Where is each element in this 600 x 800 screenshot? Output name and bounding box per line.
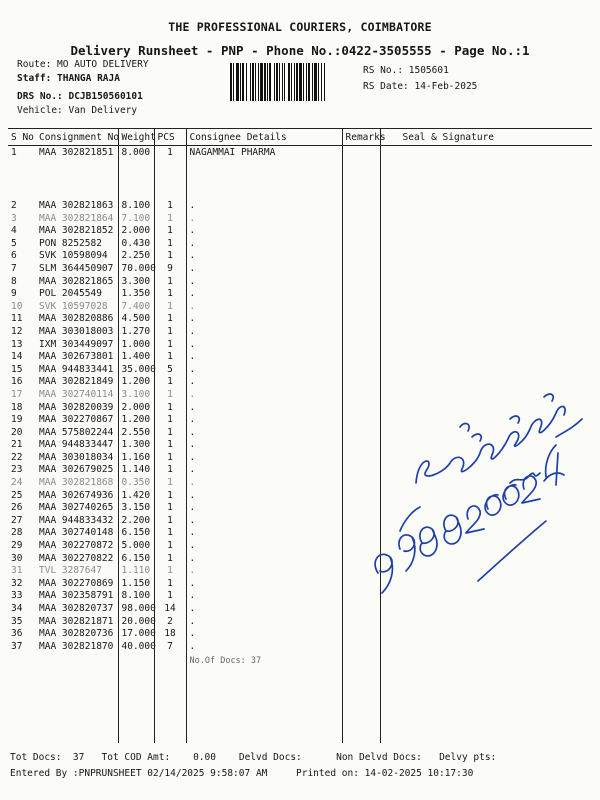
col-sno: S No [8,129,36,146]
cell-consignee: . [186,339,342,352]
cell-consignee: . [186,590,342,603]
delvy-pts: Delvy pts: [439,752,497,763]
cell-weight: 7.400 [118,301,154,314]
cell-consignment-no: MAA 302821852 [36,225,118,238]
cell-sno: 6 [11,250,17,262]
cell-consignee: . [186,603,342,616]
cell-pcs: 1 [154,452,186,465]
cell-consignment-no: MAA 302821863 [36,200,118,213]
cell-seal [380,263,592,276]
cell-pcs: 1 [154,225,186,238]
vehicle: Vehicle: Van Delivery [17,105,138,116]
cell-remarks [342,250,380,263]
cell-remarks [342,225,380,238]
cell-weight: 2.200 [118,515,154,528]
cell-consignment-no: MAA 302270822 [36,553,118,566]
cell-sno: 28 [11,527,23,539]
totals-line [10,752,496,763]
col-remarks: Remarks [342,129,380,146]
cell-sno: 16 [11,376,23,388]
printed-on: Printed on: 14-02-2025 10:17:30 [296,768,474,779]
cell-weight: 2.250 [118,250,154,263]
cell-weight: 1.110 [118,565,154,578]
cell-weight: 17.000 [118,628,154,641]
cell-sno: 29 [11,540,23,552]
cell-seal [380,238,592,251]
cell-consignee: . [186,402,342,415]
cell-empty [118,653,154,743]
cell-sno: 24 [11,477,23,489]
cell-sno: 1 [11,147,17,158]
drs-number: DRS No.: DCJB150560101 [17,91,143,102]
cell-consignee: . [186,452,342,465]
cell-weight: 1.420 [118,490,154,503]
cell-consignee: . [186,540,342,553]
cell-remarks [342,213,380,226]
cell-seal [380,146,592,201]
table-row [8,288,592,301]
cell-consignment-no: MAA 302820737 [36,603,118,616]
cell-sno: 12 [11,325,23,337]
cell-remarks [342,238,380,251]
cell-pcs: 14 [154,603,186,616]
cell-pcs: 1 [154,313,186,326]
cell-consignee: . [186,565,342,578]
cell-consignee: . [186,427,342,440]
cell-consignment-no: MAA 944833441 [36,364,118,377]
cell-empty [380,653,592,743]
cell-consignment-no: MAA 302821871 [36,616,118,629]
cell-consignment-no: MAA 302821870 [36,641,118,654]
cell-remarks [342,313,380,326]
cell-consignee: . [186,364,342,377]
cell-remarks [342,301,380,314]
cell-consignment-no: MAA 302740114 [36,389,118,402]
cell-consignment-no: SVK 10597028 [36,301,118,314]
cell-pcs: 1 [154,427,186,440]
cell-consignment-no: MAA 302270872 [36,540,118,553]
table-row [8,301,592,314]
cell-pcs: 1 [154,502,186,515]
cell-seal [380,628,592,641]
cell-consignment-no: MAA 302821865 [36,276,118,289]
staff: Staff: THANGA RAJA [17,73,120,84]
cell-sno: 18 [11,401,23,413]
non-delvd-docs: Non Delvd Docs: [336,752,422,763]
cell-consignment-no: MAA 302820039 [36,402,118,415]
cell-empty [8,653,36,743]
cell-seal [380,225,592,238]
cell-sno: 20 [11,426,23,438]
company-title: THE PROFESSIONAL COURIERS, COIMBATORE [168,20,432,34]
cell-sno: 15 [11,363,23,375]
rs-date: RS Date: 14-Feb-2025 [363,81,478,92]
cell-weight: 6.150 [118,527,154,540]
cell-consignee: . [186,553,342,566]
cell-sno: 10 [11,300,23,312]
cell-consignment-no: MAA 302820886 [36,313,118,326]
cell-sno: 33 [11,590,23,602]
table-row [8,213,592,226]
cell-consignee: . [186,439,342,452]
table-row [8,238,592,251]
cell-weight: 1.400 [118,351,154,364]
cell-consignment-no: MAA 944833432 [36,515,118,528]
cell-consignment-no: POL 2045549 [36,288,118,301]
cell-sno: 21 [11,439,23,451]
col-consignee: Consignee Details [186,129,342,146]
cell-consignment-no: MAA 575802244 [36,427,118,440]
cell-weight: 3.100 [118,389,154,402]
cell-weight: 1.140 [118,464,154,477]
cell-weight: 98.000 [118,603,154,616]
cell-weight: 1.000 [118,339,154,352]
cell-consignment-no: MAA 302821849 [36,376,118,389]
cell-sno: 17 [11,388,23,400]
cell-sno: 4 [11,225,17,237]
cell-sno: 32 [11,577,23,589]
rs-number: RS No.: 1505601 [363,65,449,76]
cell-consignment-no: MAA 302821868 [36,477,118,490]
cell-consignment-no: MAA 303018034 [36,452,118,465]
cell-weight: 7.100 [118,213,154,226]
cell-consignee: . [186,527,342,540]
cell-sno: 22 [11,451,23,463]
cell-sno: 8 [11,275,17,287]
table-row [8,628,592,641]
table-row [8,313,592,326]
cell-remarks [342,146,380,201]
cell-consignment-no: MAA 302270869 [36,578,118,591]
cell-sno: 35 [11,615,23,627]
cell-pcs: 1 [154,250,186,263]
cell-consignee: . [186,578,342,591]
cell-seal [380,313,592,326]
cell-weight: 3.300 [118,276,154,289]
cell-remarks [342,200,380,213]
cell-no-of-docs [186,653,342,743]
no-of-docs: No.Of Docs: 37 [189,656,262,667]
cell-pcs: 1 [154,339,186,352]
cell-consignee: NAGAMMAI PHARMA [186,146,342,201]
cell-consignment-no: MAA 944833447 [36,439,118,452]
cell-consignee: . [186,238,342,251]
cell-remarks [342,641,380,654]
cell-pcs: 1 [154,565,186,578]
delvd-docs: Delvd Docs: [238,752,302,763]
cell-sno: 23 [11,464,23,476]
cell-consignment-no: MAA 302740265 [36,502,118,515]
table-row [8,263,592,276]
cell-pcs: 1 [154,288,186,301]
cell-remarks [342,263,380,276]
cell-consignee: . [186,628,342,641]
cell-weight: 8.000 [118,146,154,201]
cell-weight: 40.000 [118,641,154,654]
cell-consignee: . [186,414,342,427]
cell-pcs: 1 [154,326,186,339]
cell-weight: 20.000 [118,616,154,629]
cell-empty [342,653,380,743]
cell-consignee: . [186,641,342,654]
cell-sno: 27 [11,514,23,526]
tot-docs: Tot Docs: 37 [10,752,85,763]
cell-sno: 5 [11,237,17,249]
cell-pcs: 1 [154,301,186,314]
cell-pcs: 1 [154,146,186,201]
table-row [8,641,592,654]
cell-consignee: . [186,464,342,477]
cell-sno: 30 [11,552,23,564]
cell-weight: 2.000 [118,225,154,238]
cell-sno: 13 [11,338,23,350]
cell-sno: 34 [11,603,23,614]
cell-sno: 3 [11,212,17,224]
cell-sno: 9 [11,288,17,300]
table-footer-row [8,653,592,743]
cell-pcs: 1 [154,414,186,427]
cell-remarks [342,276,380,289]
table-row [8,146,592,201]
col-pcs: PCS [154,129,186,146]
cell-weight: 0.350 [118,477,154,490]
cell-consignment-no: MAA 302821864 [36,213,118,226]
cell-consignee: . [186,225,342,238]
cell-consignee: . [186,263,342,276]
cell-weight: 1.350 [118,288,154,301]
barcode [230,63,355,101]
cell-sno: 31 [11,565,23,577]
cell-consignee: . [186,276,342,289]
cell-pcs: 1 [154,389,186,402]
route-info [17,58,149,118]
cell-pcs: 1 [154,515,186,528]
cell-remarks [342,288,380,301]
cell-weight: 35.000 [118,364,154,377]
cell-consignment-no: MAA 302358791 [36,590,118,603]
cell-pcs: 1 [154,213,186,226]
cell-consignment-no: MAA 302674936 [36,490,118,503]
cell-consignee: . [186,250,342,263]
cell-weight: 8.100 [118,590,154,603]
cell-seal [380,200,592,213]
cell-consignment-no: MAA 302820736 [36,628,118,641]
cell-seal [380,641,592,654]
cell-weight: 0.430 [118,238,154,251]
cell-pcs: 1 [154,553,186,566]
table-row [8,200,592,213]
cell-weight: 1.200 [118,376,154,389]
cell-pcs: 1 [154,439,186,452]
cell-seal [380,213,592,226]
cell-pcs: 1 [154,540,186,553]
cell-pcs: 1 [154,464,186,477]
cell-weight: 1.200 [118,414,154,427]
table-header [8,129,592,146]
cell-consignee: . [186,502,342,515]
cell-weight: 70.000 [118,263,154,276]
cell-weight: 4.500 [118,313,154,326]
cell-consignee: . [186,288,342,301]
cell-sno: 36 [11,628,23,640]
col-consignment: Consignment No [36,129,118,146]
cell-pcs: 1 [154,527,186,540]
cell-pcs: 9 [154,263,186,276]
cell-consignment-no: MAA 302679025 [36,464,118,477]
cell-consignment-no: MAA 302270867 [36,414,118,427]
cell-pcs: 1 [154,590,186,603]
col-seal: Seal & Signature [380,129,592,146]
cell-sno: 26 [11,502,23,514]
runsheet-subtitle: Delivery Runsheet - PNP - Phone No.:0422-3505555 - Page No.:1 [70,43,530,58]
cell-pcs: 1 [154,402,186,415]
cell-consignee: . [186,313,342,326]
col-weight: Weight [118,129,154,146]
cell-seal [380,288,592,301]
cell-seal [380,276,592,289]
cell-weight: 2.550 [118,427,154,440]
entry-line [10,768,473,779]
cell-consignment-no: MAA 303018003 [36,326,118,339]
cell-pcs: 5 [154,364,186,377]
cell-consignee: . [186,200,342,213]
cell-sno: 19 [11,414,23,426]
cell-pcs: 1 [154,477,186,490]
cell-weight: 1.300 [118,439,154,452]
cell-sno: 14 [11,351,23,363]
cell-seal [380,301,592,314]
cell-consignment-no: PON 8252582 [36,238,118,251]
cell-sno: 2 [11,200,17,211]
cell-consignment-no: MAA 302740148 [36,527,118,540]
cell-pcs: 2 [154,616,186,629]
cell-consignment-no: SVK 10598094 [36,250,118,263]
cell-weight: 5.000 [118,540,154,553]
table-row [8,225,592,238]
cell-sno: 7 [11,262,17,274]
cell-pcs: 1 [154,351,186,364]
cell-consignee: . [186,477,342,490]
cell-consignee: . [186,616,342,629]
handwritten-signature [360,335,590,625]
cell-consignee: . [186,213,342,226]
cell-pcs: 1 [154,200,186,213]
tot-cod-value: 0.00 [193,752,216,763]
cell-consignee: . [186,376,342,389]
cell-empty [36,653,118,743]
cell-consignee: . [186,351,342,364]
rs-info [363,63,477,95]
cell-weight: 1.270 [118,326,154,339]
table-row [8,276,592,289]
cell-sno: 11 [11,313,23,325]
cell-consignee: . [186,301,342,314]
cell-consignee: . [186,490,342,503]
cell-consignment-no: MAA 302821851 [36,146,118,201]
cell-weight: 1.160 [118,452,154,465]
cell-pcs: 1 [154,578,186,591]
cell-consignee: . [186,389,342,402]
cell-weight: 8.100 [118,200,154,213]
cell-weight: 2.000 [118,402,154,415]
cell-pcs: 1 [154,490,186,503]
cell-pcs: 1 [154,276,186,289]
entered-by: Entered By :PNPRUNSHEET 02/14/2025 9:58:07 AM [10,768,268,779]
cell-pcs: 1 [154,376,186,389]
cell-remarks [342,628,380,641]
cell-consignee: . [186,515,342,528]
cell-consignee: . [186,326,342,339]
cell-sno: 25 [11,489,23,501]
cell-sno: 37 [11,640,23,652]
table-row [8,250,592,263]
cell-seal [380,250,592,263]
cell-consignment-no: TVL 3287647 [36,565,118,578]
cell-consignment-no: SLM 364450907 [36,263,118,276]
cell-pcs: 18 [154,628,186,641]
route: Route: MO AUTO DELIVERY [17,59,149,70]
cell-pcs: 1 [154,238,186,251]
cell-consignment-no: MAA 302673801 [36,351,118,364]
cell-weight: 1.150 [118,578,154,591]
cell-pcs: 7 [154,641,186,654]
cell-weight: 3.150 [118,502,154,515]
cell-weight: 6.150 [118,553,154,566]
tot-cod-label: Tot COD Amt: [101,752,171,763]
cell-consignment-no: IXM 303449097 [36,339,118,352]
cell-empty [154,653,186,743]
